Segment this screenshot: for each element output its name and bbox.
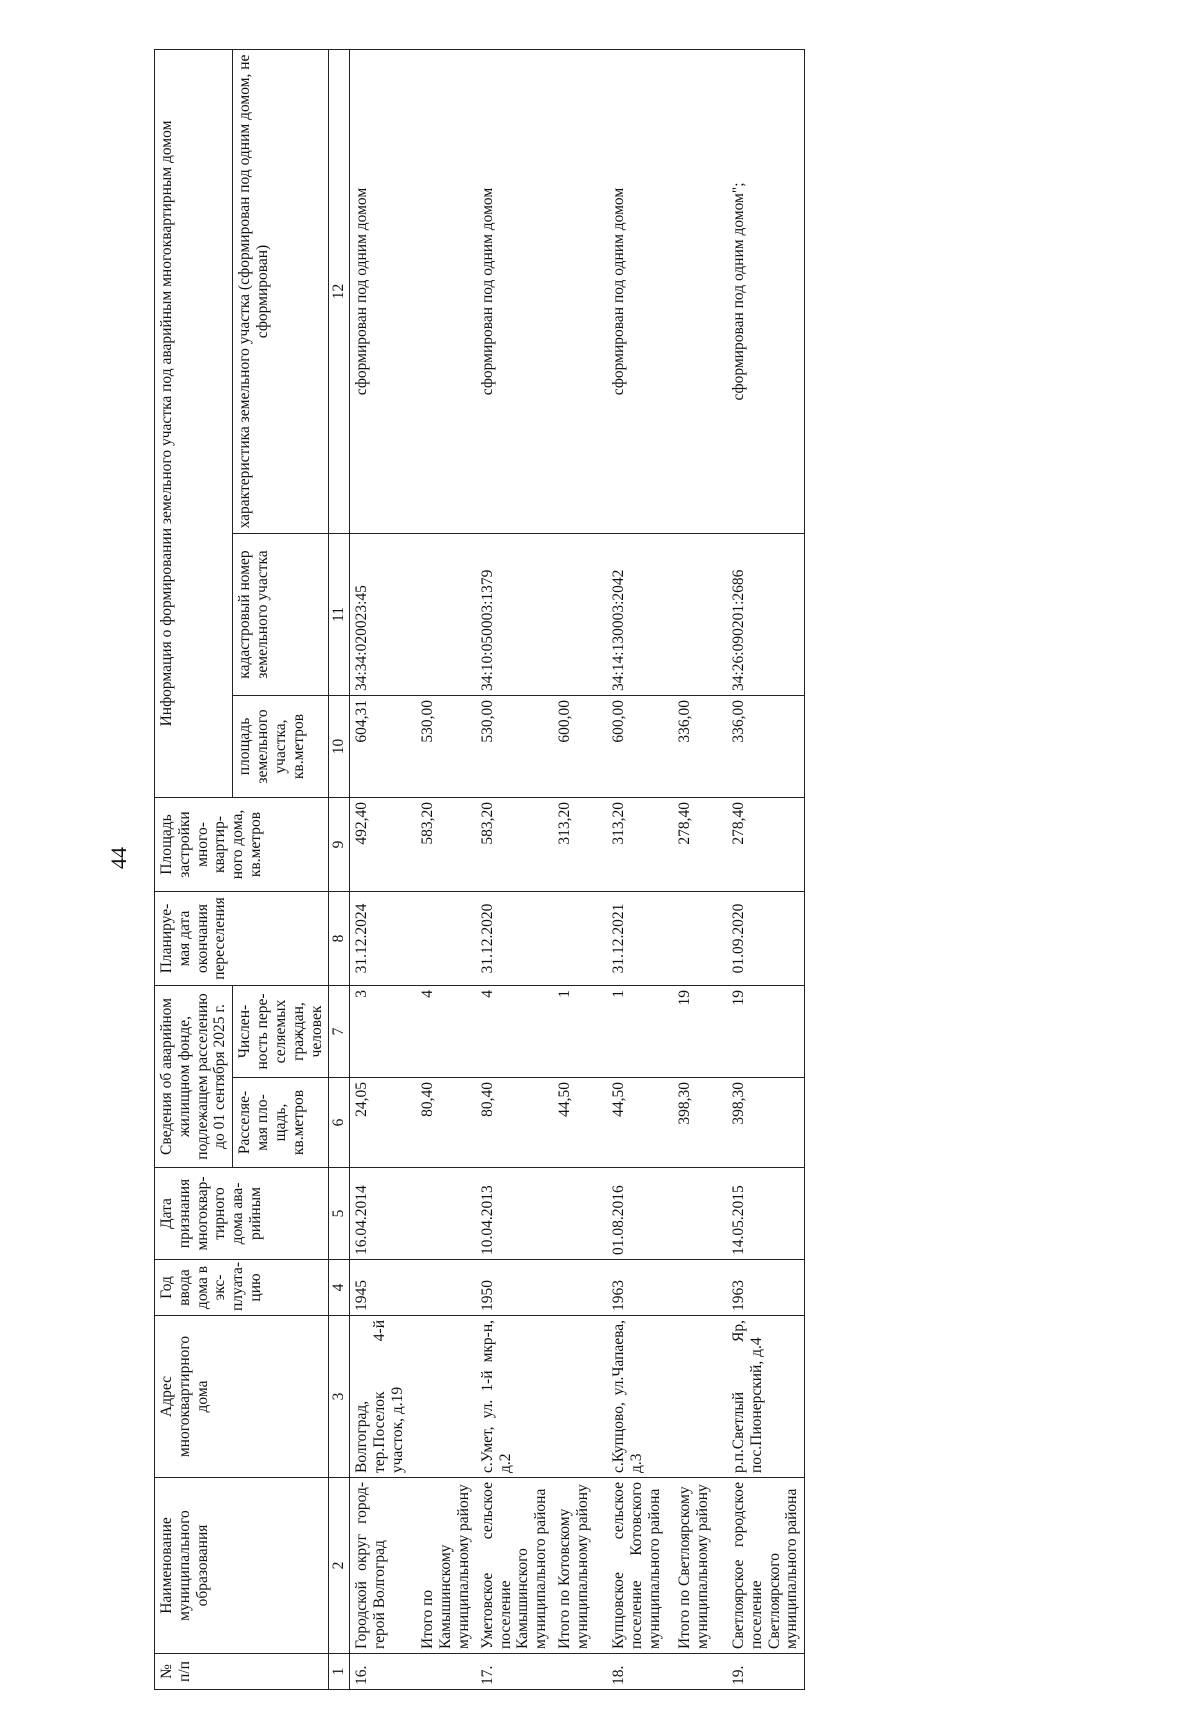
resettled-people: 4 bbox=[416, 986, 475, 1078]
house-address: с.Купцово, ул.Чапаева, д.3 bbox=[607, 1316, 673, 1478]
column-number: 9 bbox=[329, 798, 350, 892]
building-area: 492,40 bbox=[350, 798, 417, 892]
commissioning-year: 1945 bbox=[350, 1260, 417, 1316]
recognition-date: 01.08.2016 bbox=[607, 1168, 673, 1260]
resettlement-end-date: 01.09.2020 bbox=[727, 892, 805, 986]
header-col-7: Числен-ность пере-селяемых граждан, человек bbox=[233, 986, 329, 1078]
column-number-row bbox=[329, 50, 350, 1690]
table-row bbox=[673, 50, 727, 1690]
land-characteristic: сформирован под одним домом bbox=[350, 50, 417, 534]
land-characteristic: сформирован под одним домом bbox=[607, 50, 673, 534]
table-header bbox=[155, 50, 350, 1690]
resettled-area: 398,30 bbox=[673, 1078, 727, 1168]
emergency-housing-table bbox=[154, 49, 805, 1690]
municipality-name: Купцовское сельское поселение Котовского муниципального района bbox=[607, 1478, 673, 1654]
commissioning-year: 1963 bbox=[607, 1260, 673, 1316]
building-area: 278,40 bbox=[673, 798, 727, 892]
municipality-name: Городской округ город-герой Волгоград bbox=[350, 1478, 417, 1654]
house-address: с.Умет, ул. 1-й мкр-н, д.2 bbox=[476, 1316, 553, 1478]
resettled-people: 4 bbox=[476, 986, 553, 1078]
header-group-10-12: Информация о формировании земельного участка под аварийным многоквартирным домом bbox=[155, 50, 233, 798]
cadastral-number: 34:14:130003:2042 bbox=[607, 534, 673, 696]
district-total-label: Итого по Камышинскому муниципальному району bbox=[416, 1478, 475, 1654]
row-number: 19. bbox=[727, 1654, 805, 1690]
land-area: 600,00 bbox=[553, 696, 607, 798]
district-total-label: Итого по Светлоярскому муниципальному району bbox=[673, 1478, 727, 1654]
column-number: 7 bbox=[329, 986, 350, 1078]
land-area: 336,00 bbox=[727, 696, 805, 798]
land-area: 336,00 bbox=[673, 696, 727, 798]
header-col-10: площадь земельного участка, кв.метров bbox=[233, 696, 329, 798]
table-row bbox=[350, 50, 417, 1690]
column-number: 6 bbox=[329, 1078, 350, 1168]
building-area: 278,40 bbox=[727, 798, 805, 892]
commissioning-year: 1963 bbox=[727, 1260, 805, 1316]
municipality-name: Уметовское сельское поселение Камышинского муниципального района bbox=[476, 1478, 553, 1654]
resettled-area: 80,40 bbox=[476, 1078, 553, 1168]
column-number: 3 bbox=[329, 1316, 350, 1478]
header-col-12: характеристика земельного участка (сформирован под одним домом, не сформирован) bbox=[233, 50, 329, 534]
resettled-people: 3 bbox=[350, 986, 417, 1078]
row-number: 18. bbox=[607, 1654, 673, 1690]
header-col-3: Адрес многоквартирного дома bbox=[155, 1316, 329, 1478]
resettlement-end-date: 31.12.2020 bbox=[476, 892, 553, 986]
commissioning-year: 1950 bbox=[476, 1260, 553, 1316]
header-col-4: Год ввода дома в экс-плуата-цию bbox=[155, 1260, 329, 1316]
land-area: 530,00 bbox=[476, 696, 553, 798]
header-col-11: кадастровый номер земельного участка bbox=[233, 534, 329, 696]
land-area: 600,00 bbox=[607, 696, 673, 798]
resettled-area: 44,50 bbox=[553, 1078, 607, 1168]
building-area: 583,20 bbox=[476, 798, 553, 892]
column-number: 12 bbox=[329, 50, 350, 534]
building-area: 313,20 bbox=[553, 798, 607, 892]
table-body bbox=[350, 50, 805, 1690]
resettled-people: 19 bbox=[727, 986, 805, 1078]
building-area: 583,20 bbox=[416, 798, 475, 892]
resettled-area: 44,50 bbox=[607, 1078, 673, 1168]
recognition-date: 14.05.2015 bbox=[727, 1168, 805, 1260]
cadastral-number: 34:34:020023:45 bbox=[350, 534, 417, 696]
recognition-date: 16.04.2014 bbox=[350, 1168, 417, 1260]
house-address: Волгоград, тер.Поселок 4-й участок, д.19 bbox=[350, 1316, 417, 1478]
header-col-1: № п/п bbox=[155, 1654, 329, 1690]
house-address: р.п.Светлый Яр, пос.Пионерский, д.4 bbox=[727, 1316, 805, 1478]
cadastral-number: 34:10:050003:1379 bbox=[476, 534, 553, 696]
header-group-6-7: Сведения об аварийном жилищном фонде, подлежащем расселению до 01 сентября 2025 г. bbox=[155, 986, 233, 1168]
row-number: 16. bbox=[350, 1654, 417, 1690]
land-characteristic: сформирован под одним домом bbox=[476, 50, 553, 534]
column-number: 5 bbox=[329, 1168, 350, 1260]
recognition-date: 10.04.2013 bbox=[476, 1168, 553, 1260]
resettled-people: 1 bbox=[553, 986, 607, 1078]
resettled-people: 1 bbox=[607, 986, 673, 1078]
resettlement-end-date: 31.12.2024 bbox=[350, 892, 417, 986]
table-row bbox=[416, 50, 475, 1690]
land-characteristic: сформирован под одним домом"; bbox=[727, 50, 805, 534]
resettled-area: 80,40 bbox=[416, 1078, 475, 1168]
column-number: 1 bbox=[329, 1654, 350, 1690]
row-number: 17. bbox=[476, 1654, 553, 1690]
header-col-5: Дата признания многоквар-тирного дома ава-рийным bbox=[155, 1168, 329, 1260]
district-total-label: Итого по Котовскому муниципальному району bbox=[553, 1478, 607, 1654]
header-col-8: Планируе-мая дата окончания переселения bbox=[155, 892, 329, 986]
land-area: 604,31 bbox=[350, 696, 417, 798]
header-col-9: Площадь застройки много-квартир-ного дома, кв.метров bbox=[155, 798, 329, 892]
resettled-area: 24,05 bbox=[350, 1078, 417, 1168]
municipality-name: Светлоярское городское поселение Светлоярского муниципального района bbox=[727, 1478, 805, 1654]
table-row bbox=[607, 50, 673, 1690]
land-area: 530,00 bbox=[416, 696, 475, 798]
column-number: 11 bbox=[329, 534, 350, 696]
resettled-people: 19 bbox=[673, 986, 727, 1078]
table-row bbox=[553, 50, 607, 1690]
header-col-2: Наименование муниципального образования bbox=[155, 1478, 329, 1654]
header-col-6: Расселяе-мая пло-щадь, кв.метров bbox=[233, 1078, 329, 1168]
resettlement-end-date: 31.12.2021 bbox=[607, 892, 673, 986]
table-row bbox=[727, 50, 805, 1690]
column-number: 8 bbox=[329, 892, 350, 986]
rotated-sheet bbox=[154, 50, 805, 1690]
table-row bbox=[476, 50, 553, 1690]
resettled-area: 398,30 bbox=[727, 1078, 805, 1168]
column-number: 4 bbox=[329, 1260, 350, 1316]
cadastral-number: 34:26:090201:2686 bbox=[727, 534, 805, 696]
column-number: 2 bbox=[329, 1478, 350, 1654]
column-number: 10 bbox=[329, 696, 350, 798]
page-number: 44 bbox=[106, 847, 131, 869]
building-area: 313,20 bbox=[607, 798, 673, 892]
